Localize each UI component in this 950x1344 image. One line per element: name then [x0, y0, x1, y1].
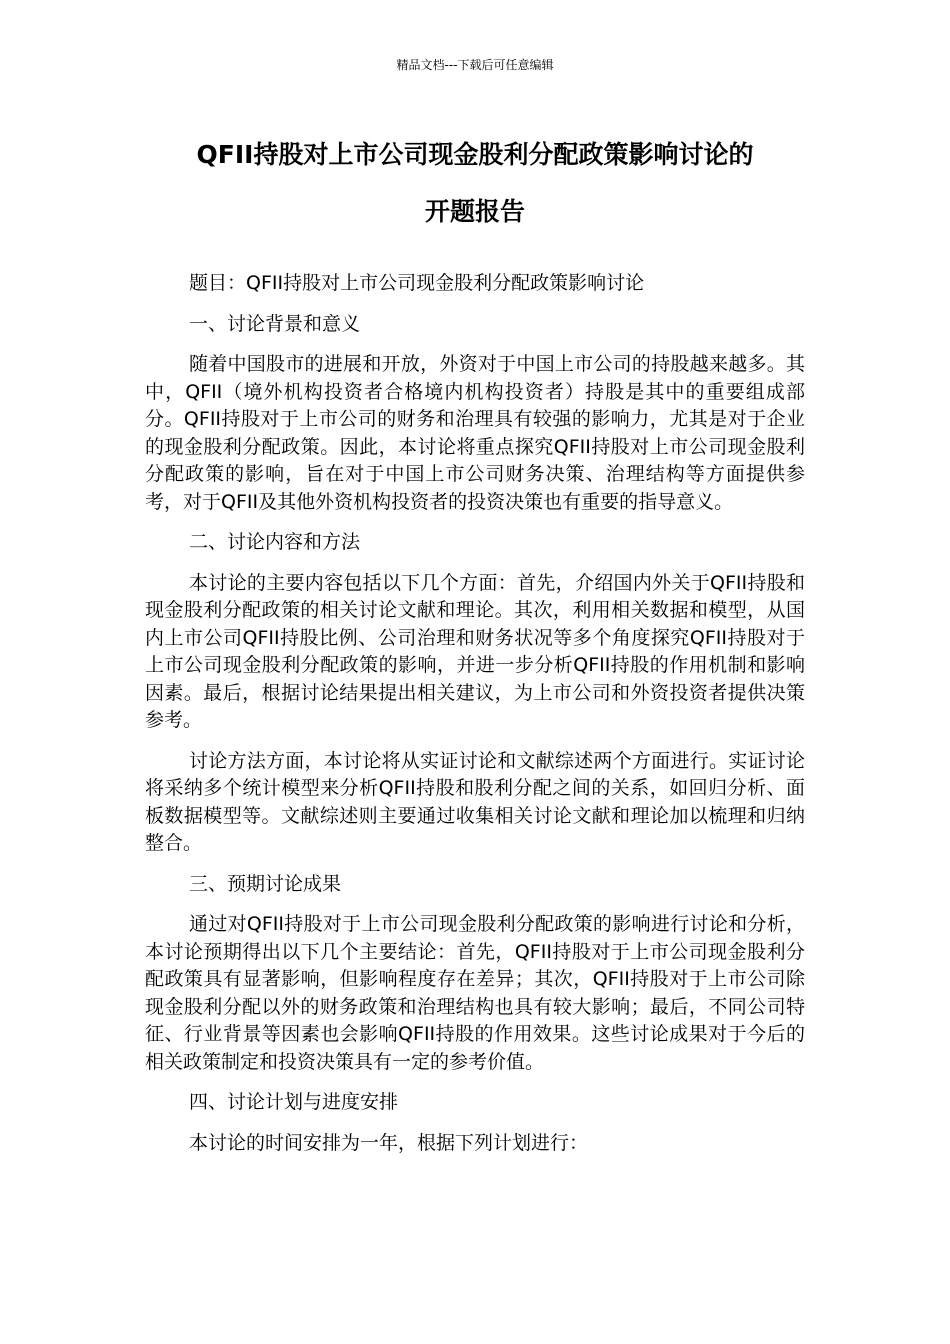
paragraph-expected-results: 通过对QFII持股对于上市公司现金股利分配政策的影响进行讨论和分析，本讨论预期得出以下几个主要结论：首先，QFII持股对于上市公司现金股利分配政策具有显著影响，但影响程度存在差异；其次，QFII持股对于上市公司除现金股利分配以外的财务政策和治理结构也具有较大影响；最后，不同公司特征、行业背景等因素也会影响QFII持股的作用效果。这些讨论成果对于今后的相关政策制定和投资决策具有一定的参考价值。: [145, 913, 805, 1073]
document-title-line-1: QFII持股对上市公司现金股利分配政策影响讨论的: [196, 140, 754, 169]
paragraph-method: 讨论方法方面，本讨论将从实证讨论和文献综述两个方面进行。实证讨论将采纳多个统计模型来分析QFII持股和股利分配之间的关系，如回归分析、面板数据模型等。文献综述则主要通过收集相关讨论文献和理论加以梳理和归纳整合。: [145, 749, 805, 854]
section-heading-background: 一、讨论背景和意义: [189, 312, 361, 335]
paragraph-plan: 本讨论的时间安排为一年，根据下列计划进行：: [189, 1131, 589, 1154]
document-body: [145, 270, 805, 1170]
section-heading-expected-results: 三、预期讨论成果: [189, 872, 342, 895]
paragraph-background: 随着中国股市的进展和开放，外资对于中国上市公司的持股越来越多。其中，QFII（境外机构投资者合格境内机构投资者）持股是其中的重要组成部分。QFII持股对于上市公司的财务和治理具有较强的影响力，尤其是对于企业的现金股利分配政策。因此，本讨论将重点探究QFII持股对上市公司现金股利分配政策的影响，旨在对于中国上市公司财务决策、治理结构等方面提供参考，对于QFII及其他外资机构投资者的投资决策也有重要的指导意义。: [145, 353, 805, 513]
document-title-line-2: 开题报告: [424, 197, 525, 226]
topic-line: 题目：QFII持股对上市公司现金股利分配政策影响讨论: [189, 272, 645, 294]
header-note: 精品文档---下载后可任意编辑: [396, 58, 554, 72]
section-heading-plan: 四、讨论计划与进度安排: [189, 1091, 399, 1113]
section-heading-content-method: 二、讨论内容和方法: [189, 531, 361, 553]
paragraph-content: 本讨论的主要内容包括以下几个方面：首先，介绍国内外关于QFII持股和现金股利分配政策的相关讨论文献和理论。其次，利用相关数据和模型，从国内上市公司QFII持股比例、公司治理和财务状况等多个角度探究QFII持股对于上市公司现金股利分配政策的影响，并进一步分析QFII持股的作用机制和影响因素。最后，根据讨论结果提出相关建议，为上市公司和外资投资者提供决策参考。: [145, 571, 805, 731]
